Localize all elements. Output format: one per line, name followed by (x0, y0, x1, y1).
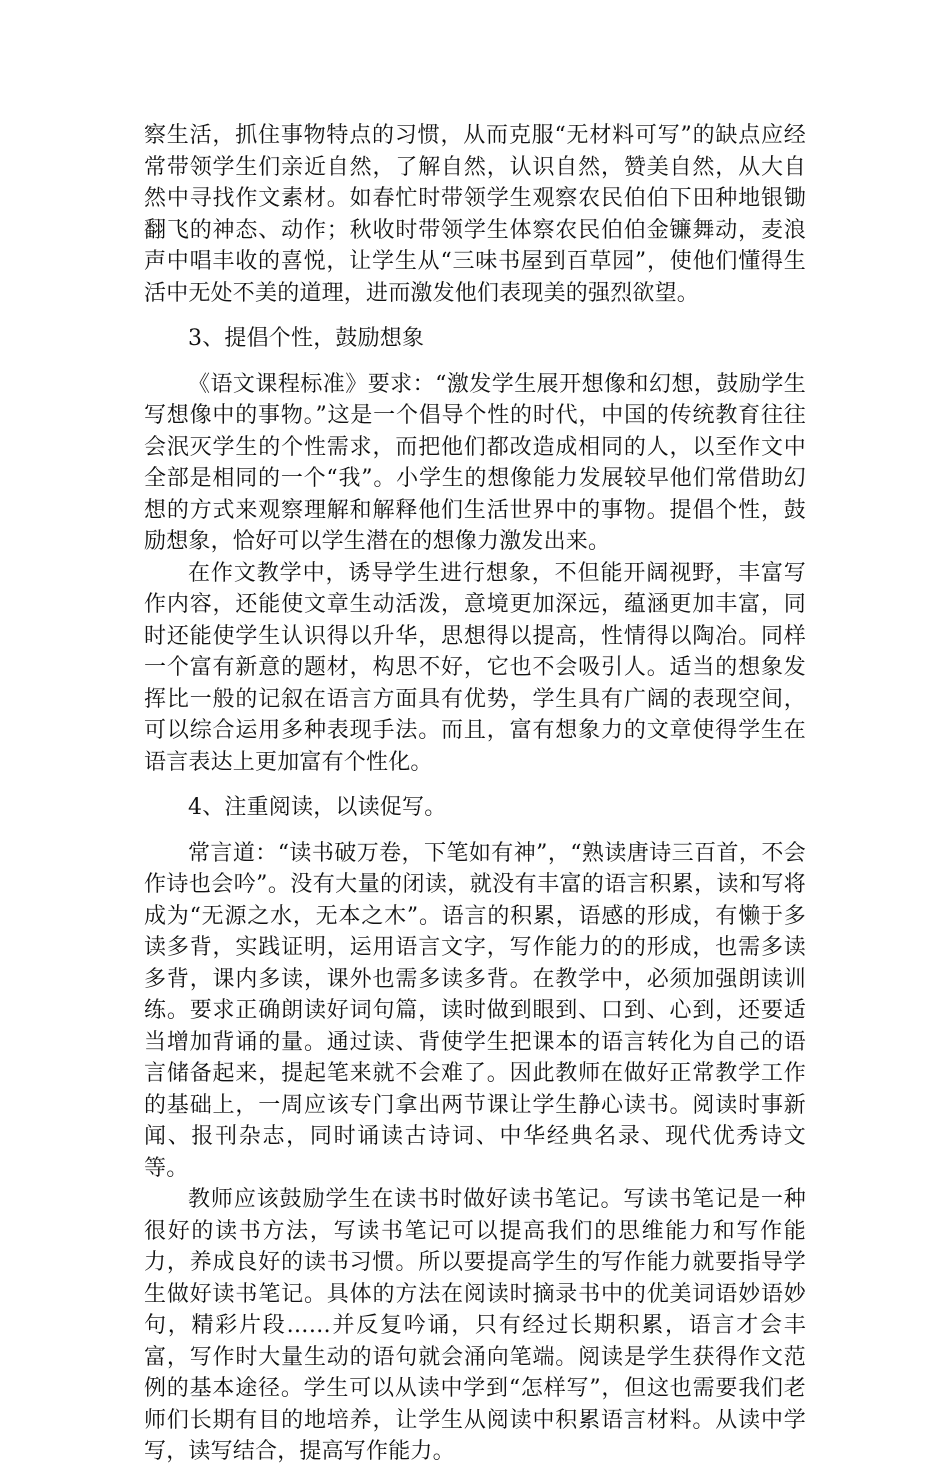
paragraph-reading-accumulation: 常言道：“读书破万卷，下笔如有神”，“熟读唐诗三百首，不会作诗也会吟”。没有大量的闭读，就没有丰富的语言积累，读和写将成为“无源之水，无本之木”。语言的积累，语感的形成，有懒于多读多背，实践证明，运用语言文字，写作能力的的形成，也需多读多背，课内多读，课外也需多读多背。在教学中，必须加强朗读训练。要求正确朗读好词句篇，读时做到眼到、口到、心到，还要适当增加背诵的量。通过读、背使学生把课本的语言转化为自己的语言储备起来，提起笔来就不会难了。因此教师在做好正常教学工作的基础上，一周应该专门拿出两节课让学生静心读书。阅读时事新闻、报刊杂志，同时诵读古诗词、中华经典名录、现代优秀诗文等。 (144, 840, 806, 1181)
section-heading-3: 3、提倡个性，鼓励想象 (188, 326, 425, 351)
section-heading-4: 4、注重阅读，以读促写。 (188, 795, 447, 820)
paragraph-observe-life: 察生活，抓住事物特点的习惯，从而克服“无材料可写”的缺点应经常带领学生们亲近自然，了解自然，认识自然，赞美自然，从大自然中寻找作文素材。如春忙时带领学生观察农民伯伯下田种地银锄翻飞的神态、动作；秋收时带领学生体察农民伯伯金镰舞动，麦浪声中唱丰收的喜悦，让学生从“三味书屋到百草园”，使他们懂得生活中无处不美的道理，进而激发他们表现美的强烈欲望。 (144, 123, 806, 306)
paragraph-reading-notes: 教师应该鼓励学生在读书时做好读书笔记。写读书笔记是一种很好的读书方法，写读书笔记可以提高我们的思维能力和写作能力，养成良好的读书习惯。所以要提高学生的写作能力就要指导学生做好读书笔记。具体的方法在阅读时摘录书中的优美词语妙语妙句，精彩片段……并反复吟诵，只有经过长期积累，语言才会丰富，写作时大量生动的语句就会涌向笔端。阅读是学生获得作文范例的基本途径。学生可以从读中学到“怎样写”，但这也需要我们老师们长期有目的地培养，让学生从阅读中积累语言材料。从读中学写，读写结合，提高写作能力。 (144, 1187, 806, 1464)
paragraph-curriculum-standard: 《语文课程标准》要求：“激发学生展开想像和幻想，鼓励学生写想像中的事物。”这是一个倡导个性的时代，中国的传统教育往往会泯灭学生的个性需求，而把他们都改造成相同的人，以至作文中全部是相同的一个“我”。小学生的想像能力发展较早他们常借助幻想的方式来观察理解和解释他们生活世界中的事物。提倡个性，鼓励想象，恰好可以学生潜在的想像力激发出来。 (144, 371, 806, 554)
paragraph-imagination-teaching: 在作文教学中，诱导学生进行想象，不但能开阔视野，丰富写作内容，还能使文章生动活泼，意境更加深远，蕴涵更加丰富，同时还能使学生认识得以升华，思想得以提高，性情得以陶冶。同样一个富有新意的题材，构思不好，它也不会吸引人。适当的想象发挥比一般的记叙在语言方面具有优势，学生具有广阔的表现空间，可以综合运用多种表现手法。而且，富有想象力的文章使得学生在语言表达上更加富有个性化。 (144, 560, 806, 775)
document-body (144, 120, 806, 1468)
